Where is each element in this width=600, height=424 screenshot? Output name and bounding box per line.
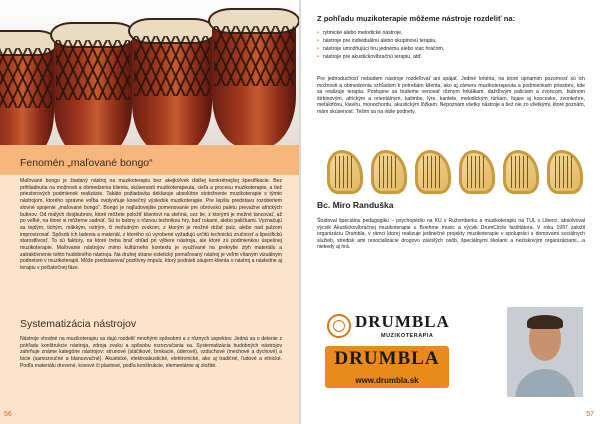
instruments-paragraph: Pre jednoduchosť nebudem nástroje rozdeľovať ani spájať. Jediné kritéria, na ktoré upriamim pozornosť sú ich možnosti a obmedzenia vzhľadom k potrebám klienta, ako aj zámeru muzikoterapeuta a podmienkam priestoru, kde sa realizuje terapia. Postupne sa budeme venovať rôznym hrkálkam, dažďovým paliciam a zvoncom, bubnom štrbinovým, africkým a orientálnym, kalimbe, lýre, kantele, melodickým rúrkam, fujare aj koncovke, zvonkohre, metalofónu, klavíru, monochordu, akustickým lôžkam. Nepoznám všetky nástroje a tiež nie zo všetkými, ktoré poznám, mám skúsenosť. Tešim sa na vaše podnety. — [317, 76, 585, 115]
drum-image — [208, 8, 299, 145]
author-name: Bc. Miro Randuška — [317, 200, 394, 210]
lyre-image — [369, 148, 409, 196]
list-item: • nástroje pre akustickovibračnú terapiu, atď. — [317, 53, 444, 61]
drum-image — [128, 18, 216, 145]
drumbla-muzikoterapia-logo — [327, 312, 450, 342]
drumbla-emblem-icon — [327, 314, 351, 338]
section-title-systematization: Systematizácia nástrojov — [20, 318, 137, 330]
logo-wordmark: DRUMBLA — [355, 312, 450, 331]
lyre-image — [501, 148, 541, 196]
page-number-right: 57 — [586, 411, 594, 418]
logo-wordmark: DRUMBLA — [334, 348, 440, 369]
page-number-left: 56 — [4, 411, 12, 418]
lyre-image — [457, 148, 497, 196]
author-bio: Študoval špeciálnu pedagogiku – psychopédiu na KU v Ružomberku a muzikoterapiu na TUL v Liberci, absolvoval výcvik Akustickovibračnej muzikoterapie u Boehme music a výcvik DrumCircle facilitátora. V roku 1997 založil organizáciu Drumbla, v rámci ktorej realizuje jedinečné projekty muzikoterapie v spolupráci s domovami sociálnych služieb, stredisk ami resocializácie drogovo závislých osôb, špeciálnymi školami a neziskovým organizáciami,...a niekedy aj hrá. — [317, 218, 585, 251]
list-item: • nástroje umožňujúci hru jednému alebo viac hráčom, — [317, 45, 444, 53]
logo-url: www.drumbla.sk — [355, 376, 419, 385]
drumbla-web-logo — [325, 346, 449, 388]
instrument-categories-title: Z pohľadu muzikoterapie môžeme nástroje rozdeliť na: — [317, 14, 516, 23]
author-portrait-photo — [507, 307, 583, 397]
lyre-image — [413, 148, 453, 196]
instrument-categories-list — [317, 29, 444, 61]
drum-image — [50, 22, 136, 145]
section-title-painted-bongo: Fenomén „maľované bongo“ — [20, 157, 153, 169]
lyre-harps-image — [325, 148, 585, 196]
lyre-image — [545, 148, 585, 196]
lyre-image — [325, 148, 365, 196]
section-body-painted-bongo: Maľované bongo je žiadaný nástroj na muzikoterapiu bez akejkoľvek ďalšej konkrétnejšej špecifikácie. Bez prihliadnutia na možnosti a obmedzenia klienta, skúsenosti muzikoterapeuta, cieľa a procesu muzikoterapie, a tiež priestorových podmienok realizácie. Takáto požiadavka deklaruje absolútne stotožnenie muzikoterapie s týmto nástrojom, ktorého správne voľba ovplyvňuje konečný výsledok muzikoterapie. Pre lepšiu predstavu rozoberiem slovné spojenie „maľované bongo“. Bongo je najľudovejšie pomenovanie pre obrovskú paletu prevažne afrických bubnov. Od malých dvojbubnov, ktoré môžete položiť klientovi na stehná, cez tie, z ktorými je možné tancovať, až po veľké, na ktoré si môžeme sadnúť. Sú to bubny s rôznou technikou hry, buď rukami, alebo paličkami. Vyznačujú sa teplým, tichým, mäkkým, ostrým, či mohutným zvukom, z ktorým je možné držať pulz, alebo nad pulzom improvizovať. Spôsob ich ladenia a materiál, z ktorého sú vyrobené vyžadujú určitú technickú zručnosť a špecifickú starostlivosť. To sú faktory, na ktoré treba brať ohľad pri výbere nástroja, ale ktoré zú podmienkou úspešnej muzikoterapie. Maľovanie nástrojov mimo kultúrneho kontextu je využívané na prekrytie zlyh materiálu a zatraktívnenie tohto hudobného nástroja. Na druhej strane estetický pomaľovaný nástroj je veľmi vítaným vizuálnym podnetom v muzikoterapii. Môže predstavovať pozitívny impulz, ktorý podnieti záujem klienta o nástroj a následne aj terapiu v počiatočnej fáze. — [20, 178, 282, 272]
left-page — [0, 0, 299, 424]
list-item: • rytmické alebo melodické nástroje, — [317, 29, 444, 37]
section-body-systematization: Nástroje vhodné na muzikoterapiu sa dajú rozdeliť mnohými spôsobmi a z rôznych aspektov. Jedná sa o delenie z pohľadu konštrukcie nástroja, zdroja zvuku a spôsobu rozozvučania sa. Systematizácia hudobných nástrojov zahrňuje známe kategórie nástrojov: strunové (sláčikové, brnkacie, úderové), vzduchové (mechové a dychové) a bicie (samozvučné a blanozvučné). Akustické, elektroakustické, elektronické, ako aj tradičné, ľudové a etnické. Podľa materiálu drevené, kovové či plastové, podľa konštrukcie, elementárne aj zložité. — [20, 336, 282, 369]
right-page — [301, 0, 600, 424]
logo-subtitle: MUZIKOTERAPIA — [381, 333, 434, 339]
list-item: • nástroje pre individuálnu alebo skupinovú terapiu, — [317, 37, 444, 45]
djembe-drums-photo — [0, 0, 299, 145]
